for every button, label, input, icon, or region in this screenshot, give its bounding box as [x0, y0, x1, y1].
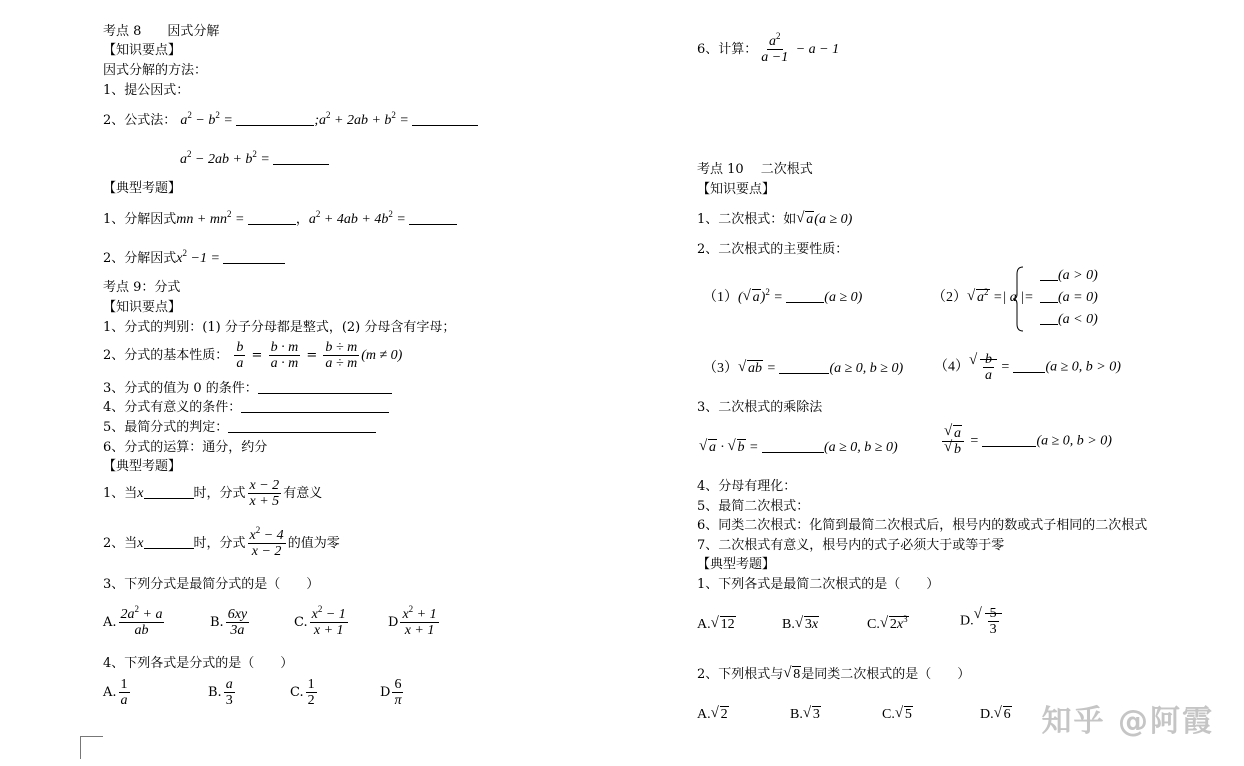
- property-2-case-3: (a < 0): [1040, 312, 1098, 328]
- property-3: （3）√ ab = (a ≥ 0, b ≥ 0): [703, 361, 903, 377]
- question-2: 2、分解因式$x^2 -1$ =: [103, 251, 285, 267]
- text-point-4: 4、分母有理化：: [697, 479, 797, 494]
- text-point-6: 6、分式的运算：通分，约分: [103, 440, 268, 455]
- blank[interactable]: [762, 440, 824, 453]
- formula-divide: √ a √ b = (a ≥ 0, b > 0): [940, 426, 1112, 457]
- blank[interactable]: [1040, 290, 1058, 303]
- blank[interactable]: [144, 536, 194, 549]
- question-2: 2、下列根式与√ 8是同类二次根式的是（ ）: [697, 667, 970, 683]
- formula-line-2: 2、公式法： $a^2 - b^2$ = $;a^2 + 2ab + b^2$ =: [103, 113, 478, 129]
- heading-kaodian-10: 考点 10 二次根式: [697, 162, 813, 177]
- blank[interactable]: [144, 486, 194, 499]
- question-6: 6、计算： $\frac{a^2}{a -1}$ − a − 1: [697, 31, 840, 65]
- property-2: （2）√ $a^2$ =| a |=: [932, 290, 1034, 306]
- heading-kaodian-9: 考点 9：分式: [103, 280, 181, 295]
- question-1: 1、当x 时，分式 $\frac{x - 2}{x + 5}$ 有意义: [103, 478, 323, 509]
- option-b[interactable]: B. $\frac{6xy}{3a}$: [210, 607, 248, 638]
- option-c[interactable]: C.√ $2x^3$: [867, 617, 909, 633]
- formula-multiply: √ a · √ b = (a ≥ 0, b ≥ 0): [699, 440, 898, 456]
- option-b[interactable]: B.√ 3: [790, 707, 821, 723]
- blank[interactable]: [1040, 268, 1058, 281]
- blank[interactable]: [1013, 360, 1045, 373]
- text-point-7: 7、二次根式有意义，根号内的式子必须大于或等于零: [697, 538, 1005, 553]
- section-label-knowledge: 【知识要点】: [697, 182, 776, 197]
- heading-kaodian-8: 考点 8 因式分解: [103, 24, 220, 39]
- section-label-examples: 【典型考题】: [103, 459, 182, 474]
- blank[interactable]: [258, 381, 392, 394]
- option-c[interactable]: C. $\frac{x^2 - 1}{x + 1}$: [294, 604, 346, 638]
- option-d[interactable]: D.√ 6: [980, 707, 1012, 723]
- text-point-1: 1、二次根式：如√ a(a ≥ 0): [697, 212, 852, 228]
- blank[interactable]: [409, 212, 457, 225]
- brace-icon: [1012, 266, 1024, 332]
- blank[interactable]: [786, 290, 824, 303]
- property-2-case-1: (a > 0): [1040, 268, 1098, 284]
- blank[interactable]: [273, 152, 329, 165]
- option-b[interactable]: B.√ 3x: [782, 617, 819, 633]
- blank[interactable]: [412, 113, 478, 126]
- text-point-1: 1、分式的判别：(1) 分子分母都是整式，(2) 分母含有字母；: [103, 320, 456, 335]
- blank[interactable]: [241, 400, 389, 413]
- text-point-4: 4、分式有意义的条件：: [103, 400, 389, 416]
- option-d[interactable]: D. √ $\frac{5}{3}$: [960, 606, 1002, 637]
- blank[interactable]: [1040, 312, 1058, 325]
- section-label-knowledge: 【知识要点】: [103, 43, 182, 58]
- blank[interactable]: [248, 212, 296, 225]
- fraction-property-line: 2、分式的基本性质： $\frac{b}{a}$ = $\frac{b \cdot m}{a \cdot m}$ = $\frac{b \div m}{a \div m}$ (m ≠ 0): [103, 340, 403, 371]
- text-point-5: 5、最简二次根式：: [697, 499, 810, 514]
- text-point-3: 3、二次根式的乘除法: [697, 400, 823, 415]
- option-b[interactable]: B. $\frac{a}{3}$: [208, 677, 233, 708]
- section-label-examples: 【典型考题】: [697, 557, 776, 572]
- text-methods: 因式分解的方法：: [103, 63, 208, 78]
- formula-difference-of-squares: $a^2 - b^2$ =: [180, 110, 237, 128]
- text-point-2: 2、二次根式的主要性质：: [697, 242, 849, 257]
- blank[interactable]: [982, 434, 1036, 447]
- text-point-2: 2、公式法：: [103, 113, 177, 128]
- text-point-6: 6、同类二次根式：化简到最简二次根式后，根号内的数或式子相同的二次根式: [697, 518, 1148, 533]
- question-2-label: 2、分解因式: [103, 251, 177, 266]
- option-a[interactable]: A.√ 12: [697, 617, 736, 633]
- question-1: 1、下列各式是最简二次根式的是（ ）: [697, 577, 940, 592]
- question-3: 3、下列分式是最简分式的是（ ）: [103, 577, 320, 592]
- section-label-examples: 【典型考题】: [103, 181, 182, 196]
- question-4: 4、下列各式是分式的是（ ）: [103, 656, 294, 671]
- option-c[interactable]: C.√ 5: [882, 707, 913, 723]
- blank[interactable]: [223, 251, 285, 264]
- option-a[interactable]: A.√ 2: [697, 707, 729, 723]
- formula-perfect-square: $a^2 - 2ab + b^2$ =: [180, 152, 329, 168]
- option-d[interactable]: D $\frac{x^2 + 1}{x + 1}$: [388, 604, 437, 638]
- option-c[interactable]: C. $\frac{1}{2}$: [290, 677, 315, 708]
- question-1: 1、分解因式mn + $mn^2$ = ，$a^2 + 4ab + 4b^2$ =: [103, 212, 457, 228]
- option-a[interactable]: A. $\frac{2a^2 + a}{ab}$: [103, 604, 163, 638]
- property-1: （1）(√ a)$^2$ = (a ≥ 0): [703, 290, 862, 306]
- blank[interactable]: [779, 361, 829, 374]
- text-point-3: 3、分式的值为 0 的条件：: [103, 381, 392, 397]
- property-2-case-2: (a = 0): [1040, 290, 1098, 306]
- text-point-2: 2、分式的基本性质：: [103, 348, 229, 363]
- property-4: （4） √ $\frac{b}{a}$ = (a ≥ 0, b > 0): [934, 352, 1121, 383]
- page-corner-marker: [80, 736, 103, 759]
- section-label-knowledge: 【知识要点】: [103, 300, 182, 315]
- text-point-5: 5、最简分式的判定：: [103, 420, 376, 436]
- blank[interactable]: [236, 113, 314, 126]
- watermark: 知乎 @阿霞: [1041, 704, 1214, 739]
- blank[interactable]: [228, 420, 376, 433]
- option-a[interactable]: A. $\frac{1}{a}$: [103, 677, 128, 708]
- question-1-label: 1、分解因式: [103, 212, 177, 227]
- question-2: 2、当x 时，分式 $\frac{x^2 - 4}{x - 2}$ 的值为零: [103, 525, 340, 559]
- option-d[interactable]: D $\frac{6}{\pi}$: [380, 677, 402, 708]
- text-point-1: 1、提公因式：: [103, 83, 190, 98]
